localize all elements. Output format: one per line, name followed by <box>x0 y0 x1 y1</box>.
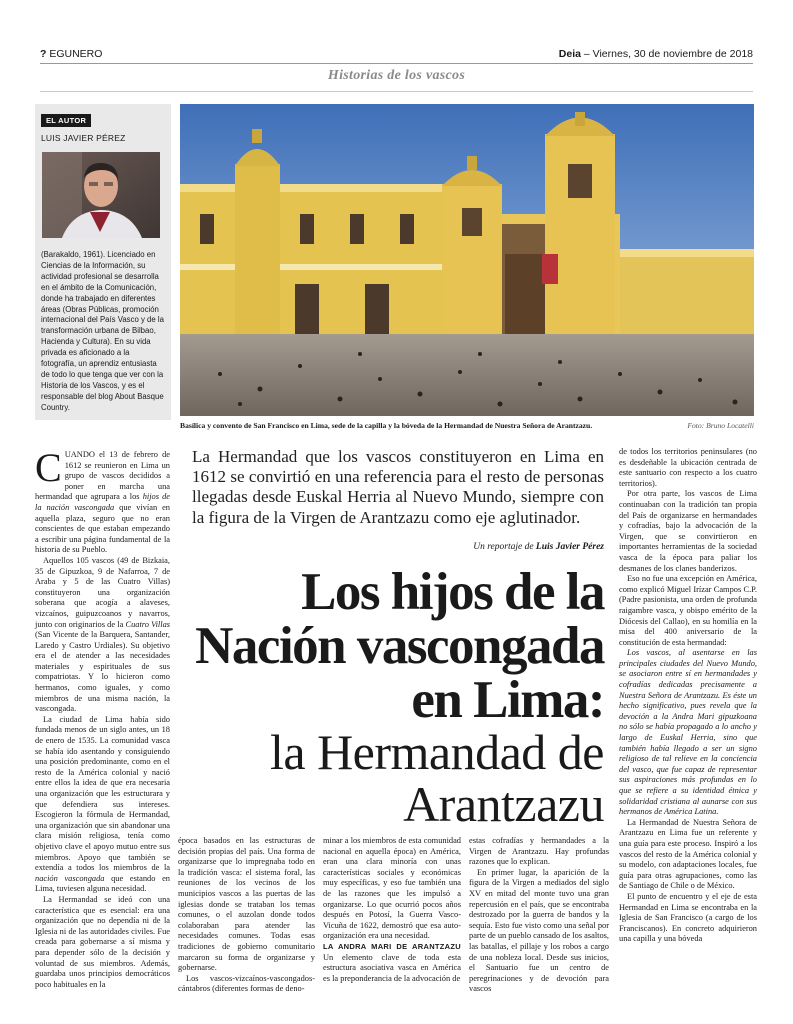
paragraph: Por otra parte, los vascos de Lima continuaban con la tradición tan propia del País de organizarse en hermandades y cofradías, bajo la advocación de la Virgen, que se convirtieron en importantes herramientas de la sociedad vasca de la época para paliar los desmanes de los clanes banderizos. <box>619 489 757 573</box>
paragraph: de todos los territorios peninsulares (no es desdeñable la ubicación centrada de este santuario con respecto a los cuatro territorios). <box>619 447 757 488</box>
publication-date: – Viernes, 30 de noviembre de 2018 <box>583 48 753 60</box>
paragraph: La ciudad de Lima había sido fundada menos de un siglo antes, un 18 de enero de 1535. La comunidad vasca se había ido asentando y consiguiendo una posición predominante, como en el resto de la América colonial y nació entre ellos la idea de que era necesaria una organización que les estructurara y que defendiera sus intereses. Escogieron la fórmula de Hermandad, una organización que sin abandonar una clara misión religiosa, tenía como objetivo clave el apoyo mutuo entre sus miembros. Apoyo que también se extendía a todos los miembros de la nación vascongada que estando en Lima, tuviesen alguna necesidad. <box>35 714 170 894</box>
author-photo <box>42 152 160 238</box>
headline-line-2: Nación vascongada <box>195 617 604 675</box>
article-column-5 <box>619 447 757 945</box>
section-name: EGUNERO <box>49 48 103 60</box>
publication-name: Deia <box>558 48 581 60</box>
byline-author: Luis Javier Pérez <box>535 542 604 552</box>
headline-line-4: la Hermandad de <box>269 724 604 780</box>
paragraph: En primer lugar, la aparición de la figura de la Virgen a mediados del siglo XV en mitad del monte tuvo una gran repercusión en el país, que se encontraba destrozado por la guerra de bandos y la sequía. Esto fue visto como una señal por parte de un pueblo cansado de los asaltos, las batallas, el pillaje y los robos a cargo de una nobleza local. Desde sus inicios, el Santuario fue un centro de peregrinaciones y de devoción para vascos <box>469 867 610 994</box>
paragraph: minar a los miembros de esta comunidad nacional en aquella época) en América, eran una clara minoría con unas características sociales y económicas muy específicas, y eso fue también una de las razones que les impulsó a organizarse. Lo que ocurrió pocos años después en Potosí, la Guerra Vasco-Vicuña de 1622, demostró que esa auto-organización era una necesidad. <box>323 836 461 941</box>
photo-caption <box>180 421 754 430</box>
article-column-1 <box>35 445 171 990</box>
headline-line-5: Arantzazu <box>403 776 604 832</box>
author-name: LUIS JAVIER PÉREZ <box>41 133 126 143</box>
article-column-4 <box>469 836 609 995</box>
article-column-3 <box>323 836 461 984</box>
section-rule <box>40 91 753 92</box>
paragraph: estas cofradías y hermandades a la Virgen de Arantzazu. Hay profundas razones que lo explican. <box>469 836 609 867</box>
page-number: ? <box>40 48 47 60</box>
paragraph: época basados en las estructuras de decisión propias del país. Una forma de organizarse que lo impregnaba todo en la tradición vasca: el sistema foral, las reuniones de los vecinos de los municipios vascos a las puertas de las iglesias donde se trataban los temas comunes, o el auzolan donde todos colaboraban para atender las necesidades comunes. Todas esas tradiciones de gobierno comunitario marcaron su forma de organizarse y gobernarse. <box>178 836 315 973</box>
paragraph: La Hermandad se ideó con una característica que es esencial: era una organización que no dependía ni de la Iglesia ni de las autoridades civiles. Fue creada para gobernarse a sí misma y para depender sólo de la decisión y voluntad de sus miembros. Además, guardaba unos principios democráticos poco habituales en la <box>35 894 170 989</box>
byline: Un reportaje de Luis Javier Pérez <box>473 542 604 552</box>
paragraph: La Hermandad de Nuestra Señora de Arantzazu en Lima fue un referente y una guía para este proceso. Inspiró a los vascos del resto de la América colonial y su modelo, con adaptaciones locales, fue guía para otras agrupaciones, como las de Santiago de Chile o de México. <box>619 817 757 891</box>
quote: Los vascos, al asentarse en las principales ciudades del Nuevo Mundo, se asociaron entre sí en hermandades y cofradías dedicadas precisamente a Nuestra Señora de Arantzazu. Es éste un hecho significativo, pues revela que la devoción a la Andra Mari gipuzkoana no sólo se había propagado a lo ancho y largo de Euskal Herria, sino que también había llegado a ser un signo religioso de tal relieve en la conciencia del vasco, que fue capaz de representar sus aspiraciones más profundas en lo que se refiere a su identidad étnica y solidaridad cristiana al aunarse con sus hermanos de América Latina. <box>619 648 757 817</box>
caption-text: Basílica y convento de San Francisco en Lima, sede de la capilla y la bóveda de la Hermandad de Nuestra Señora de Arantzazu. <box>180 421 593 430</box>
paragraph: LA ANDRA MARI DE ARANTZAZU Un elemento clave de toda esta estructura asociativa vasca en América es la preponderancia de la advocación de <box>323 941 461 983</box>
paragraph: El punto de encuentro y el eje de esta Hermandad en Lima se encontraba en la Iglesia de San Francisco (a cargo de los Franciscanos). En concreto adquirieron una capilla y una bóveda <box>619 891 757 944</box>
headline-line-3: en Lima: <box>411 671 604 729</box>
article-column-2 <box>178 836 315 995</box>
dropcap: C <box>35 445 62 490</box>
paragraph: Eso no fue una excepción en América, como explicó Miguel Irízar Campos C.P. (Padre pasionista, una orden de profunda raigambre vasca, y obispo emérito de la Diócesis del Callao), en su homilía en la misa del 400 aniversario de la constitución de esta hermandad: <box>619 574 757 647</box>
paragraph: CUANDO el 13 de febrero de 1612 se reunieron en Lima un grupo de vascos decididos a poner en marcha una hermandad que agrupara a los hijos de la nación vascongada que vivían en aquella plaza, seguro que no eran conscientes de que estaban empezando a escribir una página fundamental de la historia de su Pueblo. <box>35 445 170 555</box>
subheading: LA ANDRA MARI DE ARANTZAZU <box>323 941 461 951</box>
header-rule <box>40 63 753 64</box>
section-title: Historias de los vascos <box>327 68 466 83</box>
photo-credit: Foto: Bruno Locatelli <box>687 421 754 430</box>
running-head-right <box>559 47 753 61</box>
main-photo <box>180 104 754 416</box>
author-tag: EL AUTOR <box>41 114 91 127</box>
article-lead: La Hermandad que los vascos constituyeron en Lima en 1612 se convirtió en una referencia para el resto de personas llegadas desde Euskal Herria al Nuevo Mundo, siempre con la figura de la Virgen de Arantzazu como eje aglutinador. <box>192 447 604 527</box>
headline-line-1: Los hijos de la <box>301 563 604 621</box>
paragraph: Aquellos 105 vascos (49 de Bizkaia, 35 de Gipuzkoa, 9 de Nafarroa, 7 de Araba y 5 de las Cuatro Villas) constituyeron una organización soberana que acogía a alaveses, vizcaínos, guipuzcoanos y navarros, junto con originarios de la Cuatro Villas (San Vicente de la Barquera, Santander, Laredo y Castro Urdiales). Su objetivo era el de atender a las necesidades materiales y espirituales de sus compatriotas. Y lo hicieron como hermanos, como iguales, y como miembros de una misma nación, la vascongada. <box>35 555 171 714</box>
author-bio: (Barakaldo, 1961). Licenciado en Ciencias de la Información, su actividad profesional se desarrolla en el ámbito de la Comunicación, donde ha trabajado en diferentes áreas (Obras Públicas, promoción internacional del País Vasco y de la transformación urbana de Bilbao, Hacienda y Cultura). En su vida privada es aficionado a la fotografía, un aprendiz entusiasta de todo lo que tenga que ver con la Historia de los Vascos, y es el responsable del blog About Basque Country. <box>41 250 164 412</box>
running-head-left <box>40 47 102 61</box>
paragraph: Los vascos-vizcaínos-vascongados-cántabros (diferentes formas de deno- <box>178 973 315 994</box>
